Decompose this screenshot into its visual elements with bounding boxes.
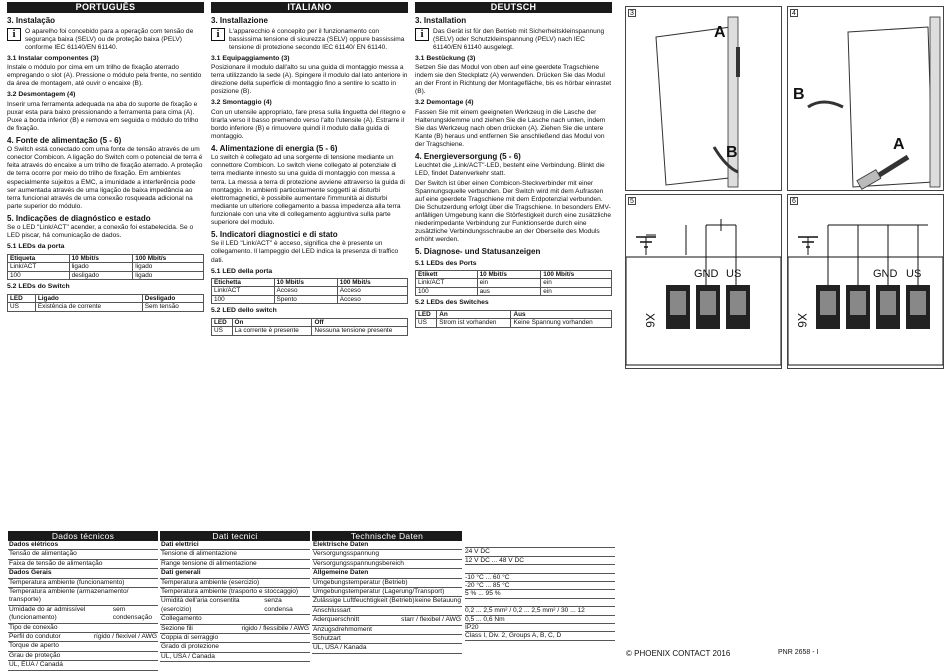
subsection-title: 5.1 LEDs des Ports xyxy=(415,259,477,267)
tech-data-portuguese xyxy=(8,531,158,671)
column-portuguese xyxy=(7,2,204,312)
tech-row: Perfil do condutor rígido / flexível / AWG xyxy=(8,633,158,642)
info-icon: i xyxy=(211,28,225,41)
tech-row: Grau de proteção xyxy=(8,652,158,661)
tech-row: UL, EUA / Canadá xyxy=(8,661,158,670)
tech-row: Aderquerschnitt starr / flexibel / AWG xyxy=(312,616,462,625)
paragraph: Der Switch ist über einen Combicon-Steckverbinder mit einer Spannungsquelle verbunden. Der Switch wird mit dem Aufrasten auf eine geerdete Tragschiene mit dem Erdpotenzial verbunden. Die Schutzerdung erfolgt über die Tragschiene. In besonders EMV-anfälligen Umgebung kann die Störfestigkeit durch eine zusätzliche niederimpedante Verbindung zur Funktionserde durch eine zusätzliche Verbindungsschraube an der Oberseite des Moduls erhöht werden. xyxy=(415,179,612,243)
section-title: 3. Installation xyxy=(415,16,467,25)
tech-row: UL, USA / Canada xyxy=(160,653,310,662)
paragraph: Setzen Sie das Modul von oben auf eine geerdete Tragschiene indem sie den Steckplatz (A) verwenden. Drücken Sie das Modul an der Front in Richtung der Montagefläche, bis es hörbar einrastet (B). xyxy=(415,64,612,96)
section-title: 4. Fonte de alimentação (5 - 6) xyxy=(7,135,122,145)
subsection-title: 5.2 LEDs des Switches xyxy=(415,299,489,307)
tech-row: Tensão de alimentação xyxy=(8,550,158,559)
tech-row: Allgemeine Daten xyxy=(312,569,462,578)
copyright: © PHOENIX CONTACT 2016 xyxy=(626,649,731,658)
tech-value: 0,5 ... 0,6 Nm xyxy=(465,616,615,624)
tech-row: Zulässige Luftfeuchtigkeit (Betrieb) keine Betauung xyxy=(312,597,462,606)
tech-data-german xyxy=(312,531,462,654)
svg-text:US: US xyxy=(906,268,922,280)
tech-row: Dados Gerais xyxy=(8,569,158,578)
tech-value: Class I, Div. 2, Groups A, B, C, D xyxy=(465,632,615,640)
tech-row: Temperatura ambiente (funcionamento) xyxy=(8,579,158,588)
power-wiring-diagram xyxy=(626,195,781,368)
part-number: PNR 2658 - I xyxy=(778,649,819,656)
tech-row: Collegamento xyxy=(160,615,310,624)
svg-text:GND: GND xyxy=(694,268,719,280)
figure-5: 5 GND US X6 xyxy=(625,194,782,369)
svg-text:GND: GND xyxy=(873,268,898,280)
paragraph: Se il LED "Link/ACT" è acceso, significa che è presente un collegamento. Il lampeggio del LED indica la presenza di traffico dati. xyxy=(211,240,399,264)
svg-text:A: A xyxy=(714,24,726,41)
column-italian xyxy=(211,2,408,336)
tech-row: Dati elettrici xyxy=(160,541,310,550)
figure-4: 4 B A xyxy=(787,6,944,191)
tech-row: Torque de aperto xyxy=(8,642,158,651)
tech-row: Sezione fili rigido / flessibile / AWG xyxy=(160,625,310,634)
tech-row: Temperatura ambiente (armazenamento/ transporte) xyxy=(8,588,158,606)
subsection-title: 5.1 LEDs da porta xyxy=(7,243,65,251)
paragraph: Fassen Sie mit einem geeigneten Werkzeug in die Lasche der Halterungsklemme und ziehen Sie die Lasche nach unten, indem Sie das Werkzeug nach oben drücken (A). Ziehen Sie die untere Kante (B) heraus und entfernen Sie anschließend das Modul von der Tragschiene. xyxy=(415,108,606,148)
subsection-title: 3.2 Desmontagem (4) xyxy=(7,91,76,99)
paragraph: Con un utensile appropriato, fare presa sulla linguetta del ritegno e tirarla verso il basso premendo verso l'alto l'utensile (A). Estrarre il bordo inferiore (B) e rimuovere quindi il modulo dalla guida di montaggio. xyxy=(211,108,406,140)
tech-row: UL, USA / Kanada xyxy=(312,644,462,653)
tech-row: Umidità dell'aria consentita (esercizio) senza condensa xyxy=(160,597,310,615)
subsection-title: 5.2 LED dello switch xyxy=(211,307,277,315)
section-title: 3. Instalação xyxy=(7,16,56,25)
tech-header: Technische Daten xyxy=(312,531,462,541)
tech-row: Schutzart xyxy=(312,635,462,644)
svg-text:X6: X6 xyxy=(795,313,809,328)
tech-value: IP20 xyxy=(465,624,615,632)
tech-values xyxy=(465,540,615,641)
switch-led-table: LED Ligado Desligado US Existência de corrente Sem tensão xyxy=(7,294,204,312)
paragraph: Posizionare il modulo dall'alto su una guida di montaggio messa a terra utilizzando la sede (A). Spingere il modulo dal lato anteriore in direzione della superficie di montaggio fino a sentire lo scatto in posizione (B). xyxy=(211,64,408,96)
dismount-illustration xyxy=(788,7,943,190)
tech-data-italian xyxy=(160,531,310,662)
subsection-title: 3.1 Equipaggiamento (3) xyxy=(211,54,290,62)
tech-value: -10 °C ... 60 °C xyxy=(465,574,615,582)
port-led-table: Etichetta 10 Mbit/s 100 Mbit/s Link/ACT Acceso Acceso 100 Spento Acceso xyxy=(211,278,408,305)
tech-row: Umgebungstemperatur (Lagerung/Transport) xyxy=(312,588,462,597)
paragraph: O Switch está conectado com uma fonte de tensão através de um conector Combicon. A ligação do Switch com o potencial de terra é feita através do encaixe a um trilho de fixação aterrado. A proteção de terra ocorre por meio do trilho de fixação. Em ambientes especialmente sujeitos a EMC, a imunidade a interferência pode ser aumentada através de uma ligação de baixa impedância ao terra funcional através de uma conexão rosqueada adicional na parte superior do módulo. xyxy=(7,146,203,210)
tech-row: Tipo de conexão xyxy=(8,624,158,633)
column-german xyxy=(415,2,612,328)
info-icon: i xyxy=(415,28,429,41)
tech-row: Range tensione di alimentazione xyxy=(160,560,310,569)
paragraph: Se o LED "Link/ACT" acender, a conexão foi estabelecida. Se o LED piscar, há comunicação de dados. xyxy=(7,224,194,240)
tech-row: Anschlussart xyxy=(312,607,462,616)
subsection-title: 5.1 LED della porta xyxy=(211,267,273,275)
figure-6: 6 GND US X6 xyxy=(787,194,944,369)
paragraph: Leuchtet die „Link/ACT"-LED, besteht eine Verbindung. Blinkt die LED, findet Datenverkehr statt. xyxy=(415,162,605,178)
info-note: i Das Gerät ist für den Betrieb mit Sicherheitskleinspannung (SELV) oder Schutzkleinspannung (PELV) nach IEC 61140/EN 61140 ausgelegt. xyxy=(415,28,612,52)
tech-row: Faixa de tensão de alimentação xyxy=(8,560,158,569)
tech-row: Coppia di serraggio xyxy=(160,634,310,643)
subsection-title: 3.2 Smontaggio (4) xyxy=(211,99,272,107)
section-title: 5. Diagnose- und Statusanzeigen xyxy=(415,246,541,256)
tech-row: Versorgungsspannung xyxy=(312,550,462,559)
tech-row: Umidade do ar admissível (funcionamento) sem condensação xyxy=(8,606,158,624)
tech-value xyxy=(465,540,615,548)
tech-row: Temperatura ambiente (esercizio) xyxy=(160,579,310,588)
tech-value xyxy=(465,565,615,573)
svg-text:US: US xyxy=(726,268,742,280)
tech-header: Dados técnicos xyxy=(8,531,158,541)
subsection-title: 5.2 LEDs do Switch xyxy=(7,283,70,291)
figure-3: 3 A B xyxy=(625,6,782,191)
tech-value: 0,2 ... 2,5 mm² / 0,2 ... 2,5 mm² / 30 ... 12 xyxy=(465,607,615,615)
tech-row: Dados elétricos xyxy=(8,541,158,550)
language-header: ITALIANO xyxy=(211,2,408,13)
tech-value: 12 V DC ... 48 V DC xyxy=(465,557,615,565)
switch-led-table: LED An Aus US Strom ist vorhanden Keine Spannung vorhanden xyxy=(415,310,612,328)
tech-value: -20 °C ... 85 °C xyxy=(465,582,615,590)
paragraph: Lo switch è collegato ad una sorgente di tensione mediante un connettore Combicon. Lo switch viene collegato al potenziale di terra mediante innesto su una guida di montaggio con messa a terra. La messa a terra di protezione avviene attraverso la guida di montaggio. In ambienti particolarmente soggetti ai disturbi elettromagnetici, è possibile aumentare l'immunità ai disturbi mediante un ulteriore collegamento a bassa impedenza alla terra funzionale con una vite di collegamento aggiuntiva sulla parte superiore del modulo. xyxy=(211,154,405,226)
subsection-title: 3.2 Demontage (4) xyxy=(415,99,474,107)
tech-value: 5 % ... 95 % xyxy=(465,590,615,598)
language-header: DEUTSCH xyxy=(415,2,612,13)
svg-text:B: B xyxy=(793,86,805,103)
tech-row: Versorgungsspannungsbereich xyxy=(312,560,462,569)
info-icon: i xyxy=(7,28,21,41)
svg-text:B: B xyxy=(726,144,738,161)
section-title: 4. Alimentazione di energia (5 - 6) xyxy=(211,143,338,153)
svg-text:X6: X6 xyxy=(643,313,657,328)
tech-row: Anzugsdrehmoment xyxy=(312,626,462,635)
section-title: 4. Energieversorgung (5 - 6) xyxy=(415,151,521,161)
info-note: i O aparelho foi concebido para a operação com tensão de segurança baixa (SELV) ou de proteção baixa (PELV) conforme IEC 61140/EN 61140. xyxy=(7,28,204,52)
section-title: 3. Installazione xyxy=(211,16,268,25)
tech-header: Dati tecnici xyxy=(160,531,310,541)
tech-row: Grado di protezione xyxy=(160,643,310,652)
section-title: 5. Indicações de diagnóstico e estado xyxy=(7,213,151,223)
mount-illustration xyxy=(626,7,781,190)
port-led-table: Etikett 10 Mbit/s 100 Mbit/s Link/ACT ein ein 100 aus ein xyxy=(415,270,612,297)
port-led-table: Etiqueta 10 Mbit/s 100 Mbit/s Link/ACT ligado ligado 100 desligado ligado xyxy=(7,254,204,281)
tech-row: Temperatura ambiente (trasporto e stoccaggio) xyxy=(160,588,310,597)
subsection-title: 3.1 Bestückung (3) xyxy=(415,54,476,62)
tech-row: Elektrische Daten xyxy=(312,541,462,550)
power-wiring-diagram-redundant xyxy=(788,195,943,368)
paragraph: Instale o módulo por cima em um trilho de fixação aterrado empregando o slot (A). Pressione o módulo pela frente, no sentido da área de montagem, até ouvir o encaixe (B). xyxy=(7,64,202,88)
tech-row: Tensione di alimentazione xyxy=(160,550,310,559)
tech-row: Dati generali xyxy=(160,569,310,578)
tech-value xyxy=(465,599,615,607)
section-title: 5. Indicatori diagnostici e di stato xyxy=(211,229,338,239)
subsection-title: 3.1 Instalar componentes (3) xyxy=(7,54,99,62)
info-note: i L'apparecchio è concepito per il funzionamento con bassissima tensione di sicurezza (SELV) oppure bassissima tensione di protezione secondo IEC 61140/ EN 61140. xyxy=(211,28,408,52)
tech-value: 24 V DC xyxy=(465,548,615,556)
language-header: PORTUGUÊS xyxy=(7,2,204,13)
paragraph: Inserir uma ferramenta adequada na aba do suporte de fixação e puxar esta para baixo pressionando a ferramenta para cima (A). Puxe a borda inferior (B) e remova em seguida o módulo do trilho de fixação. xyxy=(7,100,199,132)
switch-led-table: LED On Off US La corrente è presente Nessuna tensione presente xyxy=(211,318,408,336)
svg-text:A: A xyxy=(893,136,905,153)
tech-row: Umgebungstemperatur (Betrieb) xyxy=(312,579,462,588)
